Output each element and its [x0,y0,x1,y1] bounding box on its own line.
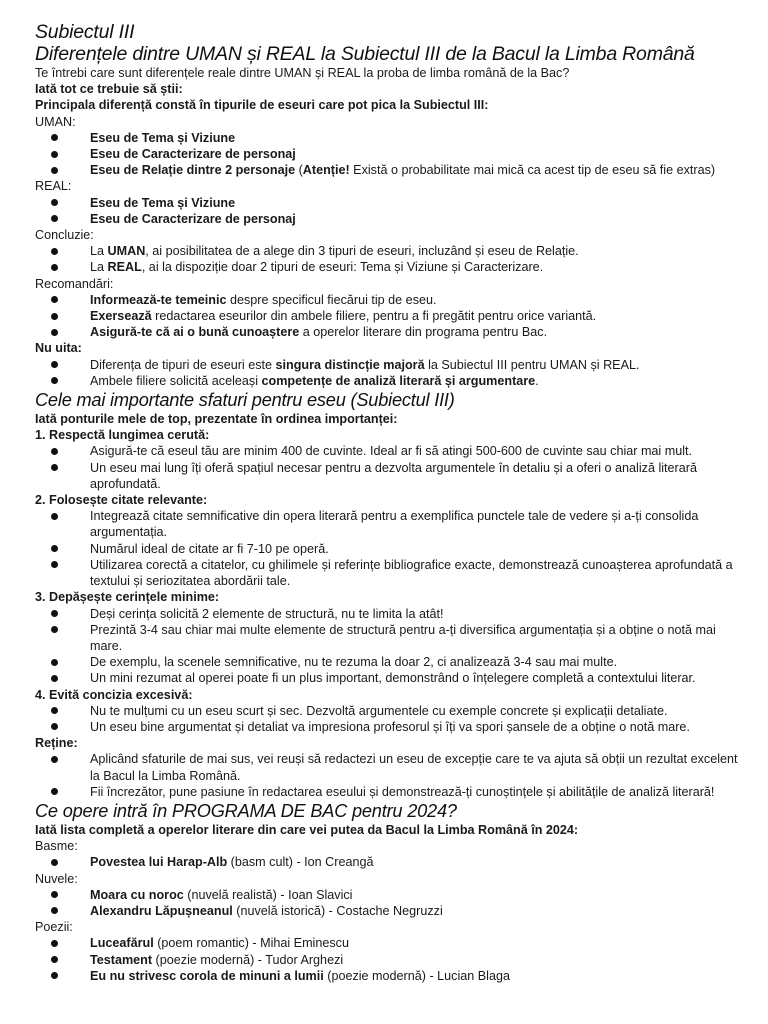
bullet-icon [51,313,58,320]
bullet-icon [51,723,58,730]
list-item: Fii încrezător, pune pasiune în redactarea eseului și demonstrează-ți cunoștințele și abilitățile de analiză literară! [35,784,747,800]
recomandari-label: Recomandări: [35,276,114,291]
uman-list [35,130,747,179]
list-item: Utilizarea corectă a citatelor, cu ghilimele și referințe bibliografice exacte, demonstrează cunoașterea aprofundată a textului și seriozitatea abordării tale. [35,557,747,589]
nu-uita-label: Nu uita: [35,341,82,356]
list-item: Integrează citate semnificative din opera literară pentru a exemplifica punctele tale de vedere și a-ți consolida argumentația. [35,508,747,540]
uman-label: UMAN: [35,114,76,129]
tip1-label: 1. Respectă lungimea cerută: [35,428,210,443]
bullet-icon [51,329,58,336]
intro-text-2: Iată tot ce trebuie să știi: [35,82,183,97]
tip4-label: 4. Evită concizia excesivă: [35,687,193,702]
bullet-icon [51,448,58,455]
list-item: Asigură-te că eseul tău are minim 400 de cuvinte. Ideal ar fi să atingi 500-600 de cuvinte sau chiar mai mult. [35,443,747,459]
tip3-label: 3. Depășește cerințele minime: [35,590,220,605]
bullet-icon [51,199,58,206]
bullet-icon [51,956,58,963]
basme-label: Basme: [35,839,78,854]
bullet-icon [51,626,58,633]
bullet-icon [51,972,58,979]
article-title: Diferențele dintre UMAN și REAL la Subiectul III de la Bacul la Limba Română [35,43,695,65]
list-item: Eseu de Tema și Viziune [35,130,747,146]
list-item: Aplicând sfaturile de mai sus, vei reuși să redactezi un eseu de excepție care te va ajuta să obții un rezultat excelent la Bacul la Limba Română. [35,751,747,783]
bullet-icon [51,545,58,552]
tip3-list [35,606,747,687]
bullet-icon [51,859,58,866]
list-item: Alexandru Lăpușneanul (nuvelă istorică) - Costache Negruzzi [35,903,747,919]
bullet-icon [51,464,58,471]
bullet-icon [51,513,58,520]
section-title-subiectul-iii: Subiectul III [35,21,135,43]
bullet-icon [51,610,58,617]
list-item: Moara cu noroc (nuvelă realistă) - Ioan Slavici [35,887,747,903]
list-item: Numărul ideal de citate ar fi 7-10 pe operă. [35,541,747,557]
list-item: Prezintă 3-4 sau chiar mai multe elemente de structură pentru a-ți diversifica argumentația și a obține o notă mai mare. [35,622,747,654]
list-item: Exersează redactarea eseurilor din ambele filiere, pentru a fi pregătit pentru orice variantă. [35,308,747,324]
tip4-list [35,703,747,735]
list-item: Informează-te temeinic despre specificul fiecărui tip de eseu. [35,292,747,308]
list-item: Asigură-te că ai o bună cunoaștere a operelor literare din programa pentru Bac. [35,324,747,340]
concluzie-list [35,243,747,275]
bullet-icon [51,907,58,914]
tips-intro: Iată ponturile mele de top, prezentate în ordinea importanței: [35,412,398,427]
list-item: Un eseu bine argumentat și detaliat va impresiona profesorul și îți va spori șansele de a obține o notă mare. [35,719,747,735]
list-item: Un eseu mai lung îți oferă spațiul necesar pentru a dezvolta argumentele în detaliu și a oferi o analiză literară aprofundată. [35,460,747,492]
list-item: Eseu de Caracterizare de personaj [35,146,747,162]
list-item: Deși cerința solicită 2 elemente de structură, nu te limita la atât! [35,606,747,622]
intro-text: Te întrebi care sunt diferențele reale dintre UMAN și REAL la proba de limba română de la Bac? [35,66,570,80]
list-item: Eseu de Relație dintre 2 personaje (Atenție! Există o probabilitate mai mică ca acest tip de eseu să fie extras) [35,162,747,178]
concluzie-label: Concluzie: [35,228,94,243]
nuvele-list [35,887,747,919]
bullet-icon [51,215,58,222]
real-list [35,195,747,227]
bullet-icon [51,675,58,682]
list-item: Testament (poezie modernă) - Tudor Arghezi [35,952,747,968]
intro-text-3: Principala diferență constă în tipurile de eseuri care pot pica la Subiectul III: [35,98,489,113]
bullet-icon [51,296,58,303]
bullet-icon [51,151,58,158]
list-item: Eu nu strivesc corola de minuni a lumii (poezie modernă) - Lucian Blaga [35,968,747,984]
bullet-icon [51,707,58,714]
bullet-icon [51,361,58,368]
document [35,21,747,984]
bullet-icon [51,659,58,666]
list-item: La UMAN, ai posibilitatea de a alege din 3 tipuri de eseuri, incluzând și eseu de Relație. [35,243,747,259]
list-item: Ambele filiere solicită aceleași competențe de analiză literară și argumentare. [35,373,747,389]
tip1-list [35,443,747,492]
programa-intro: Iată lista completă a operelor literare din care vei putea da Bacul la Limba Română în 2024: [35,822,579,837]
bullet-icon [51,264,58,271]
bullet-icon [51,891,58,898]
list-item: La REAL, ai la dispoziție doar 2 tipuri de eseuri: Tema și Viziune și Caracterizare. [35,259,747,275]
list-item: Luceafărul (poem romantic) - Mihai Eminescu [35,935,747,951]
programa-title: Ce opere intră în PROGRAMA DE BAC pentru 2024? [35,800,457,821]
bullet-icon [51,561,58,568]
recomandari-list [35,292,747,341]
retine-list [35,751,747,800]
bullet-icon [51,248,58,255]
basme-list [35,854,747,870]
bullet-icon [51,134,58,141]
list-item: Povestea lui Harap-Alb (basm cult) - Ion Creangă [35,854,747,870]
bullet-icon [51,167,58,174]
tip2-label: 2. Folosește citate relevante: [35,493,208,508]
bullet-icon [51,788,58,795]
list-item: Un mini rezumat al operei poate fi un plus important, demonstrând o înțelegere completă a contextului literar. [35,670,747,686]
nuvele-label: Nuvele: [35,871,78,886]
list-item: Eseu de Caracterizare de personaj [35,211,747,227]
nu-uita-list [35,357,747,389]
list-item: De exemplu, la scenele semnificative, nu te rezuma la doar 2, ci analizează 3-4 sau mai multe. [35,654,747,670]
real-label: REAL: [35,179,72,194]
list-item: Eseu de Tema și Viziune [35,195,747,211]
tips-title: Cele mai importante sfaturi pentru eseu (Subiectul III) [35,390,455,411]
bullet-icon [51,940,58,947]
poezii-label: Poezii: [35,920,73,935]
tip2-list [35,508,747,589]
bullet-icon [51,756,58,763]
list-item: Nu te mulțumi cu un eseu scurt și sec. Dezvoltă argumentele cu exemple concrete și explicații detaliate. [35,703,747,719]
list-item: Diferența de tipuri de eseuri este singura distincție majoră la Subiectul III pentru UMAN și REAL. [35,357,747,373]
poezii-list [35,935,747,984]
retine-label: Reține: [35,736,78,751]
bullet-icon [51,377,58,384]
